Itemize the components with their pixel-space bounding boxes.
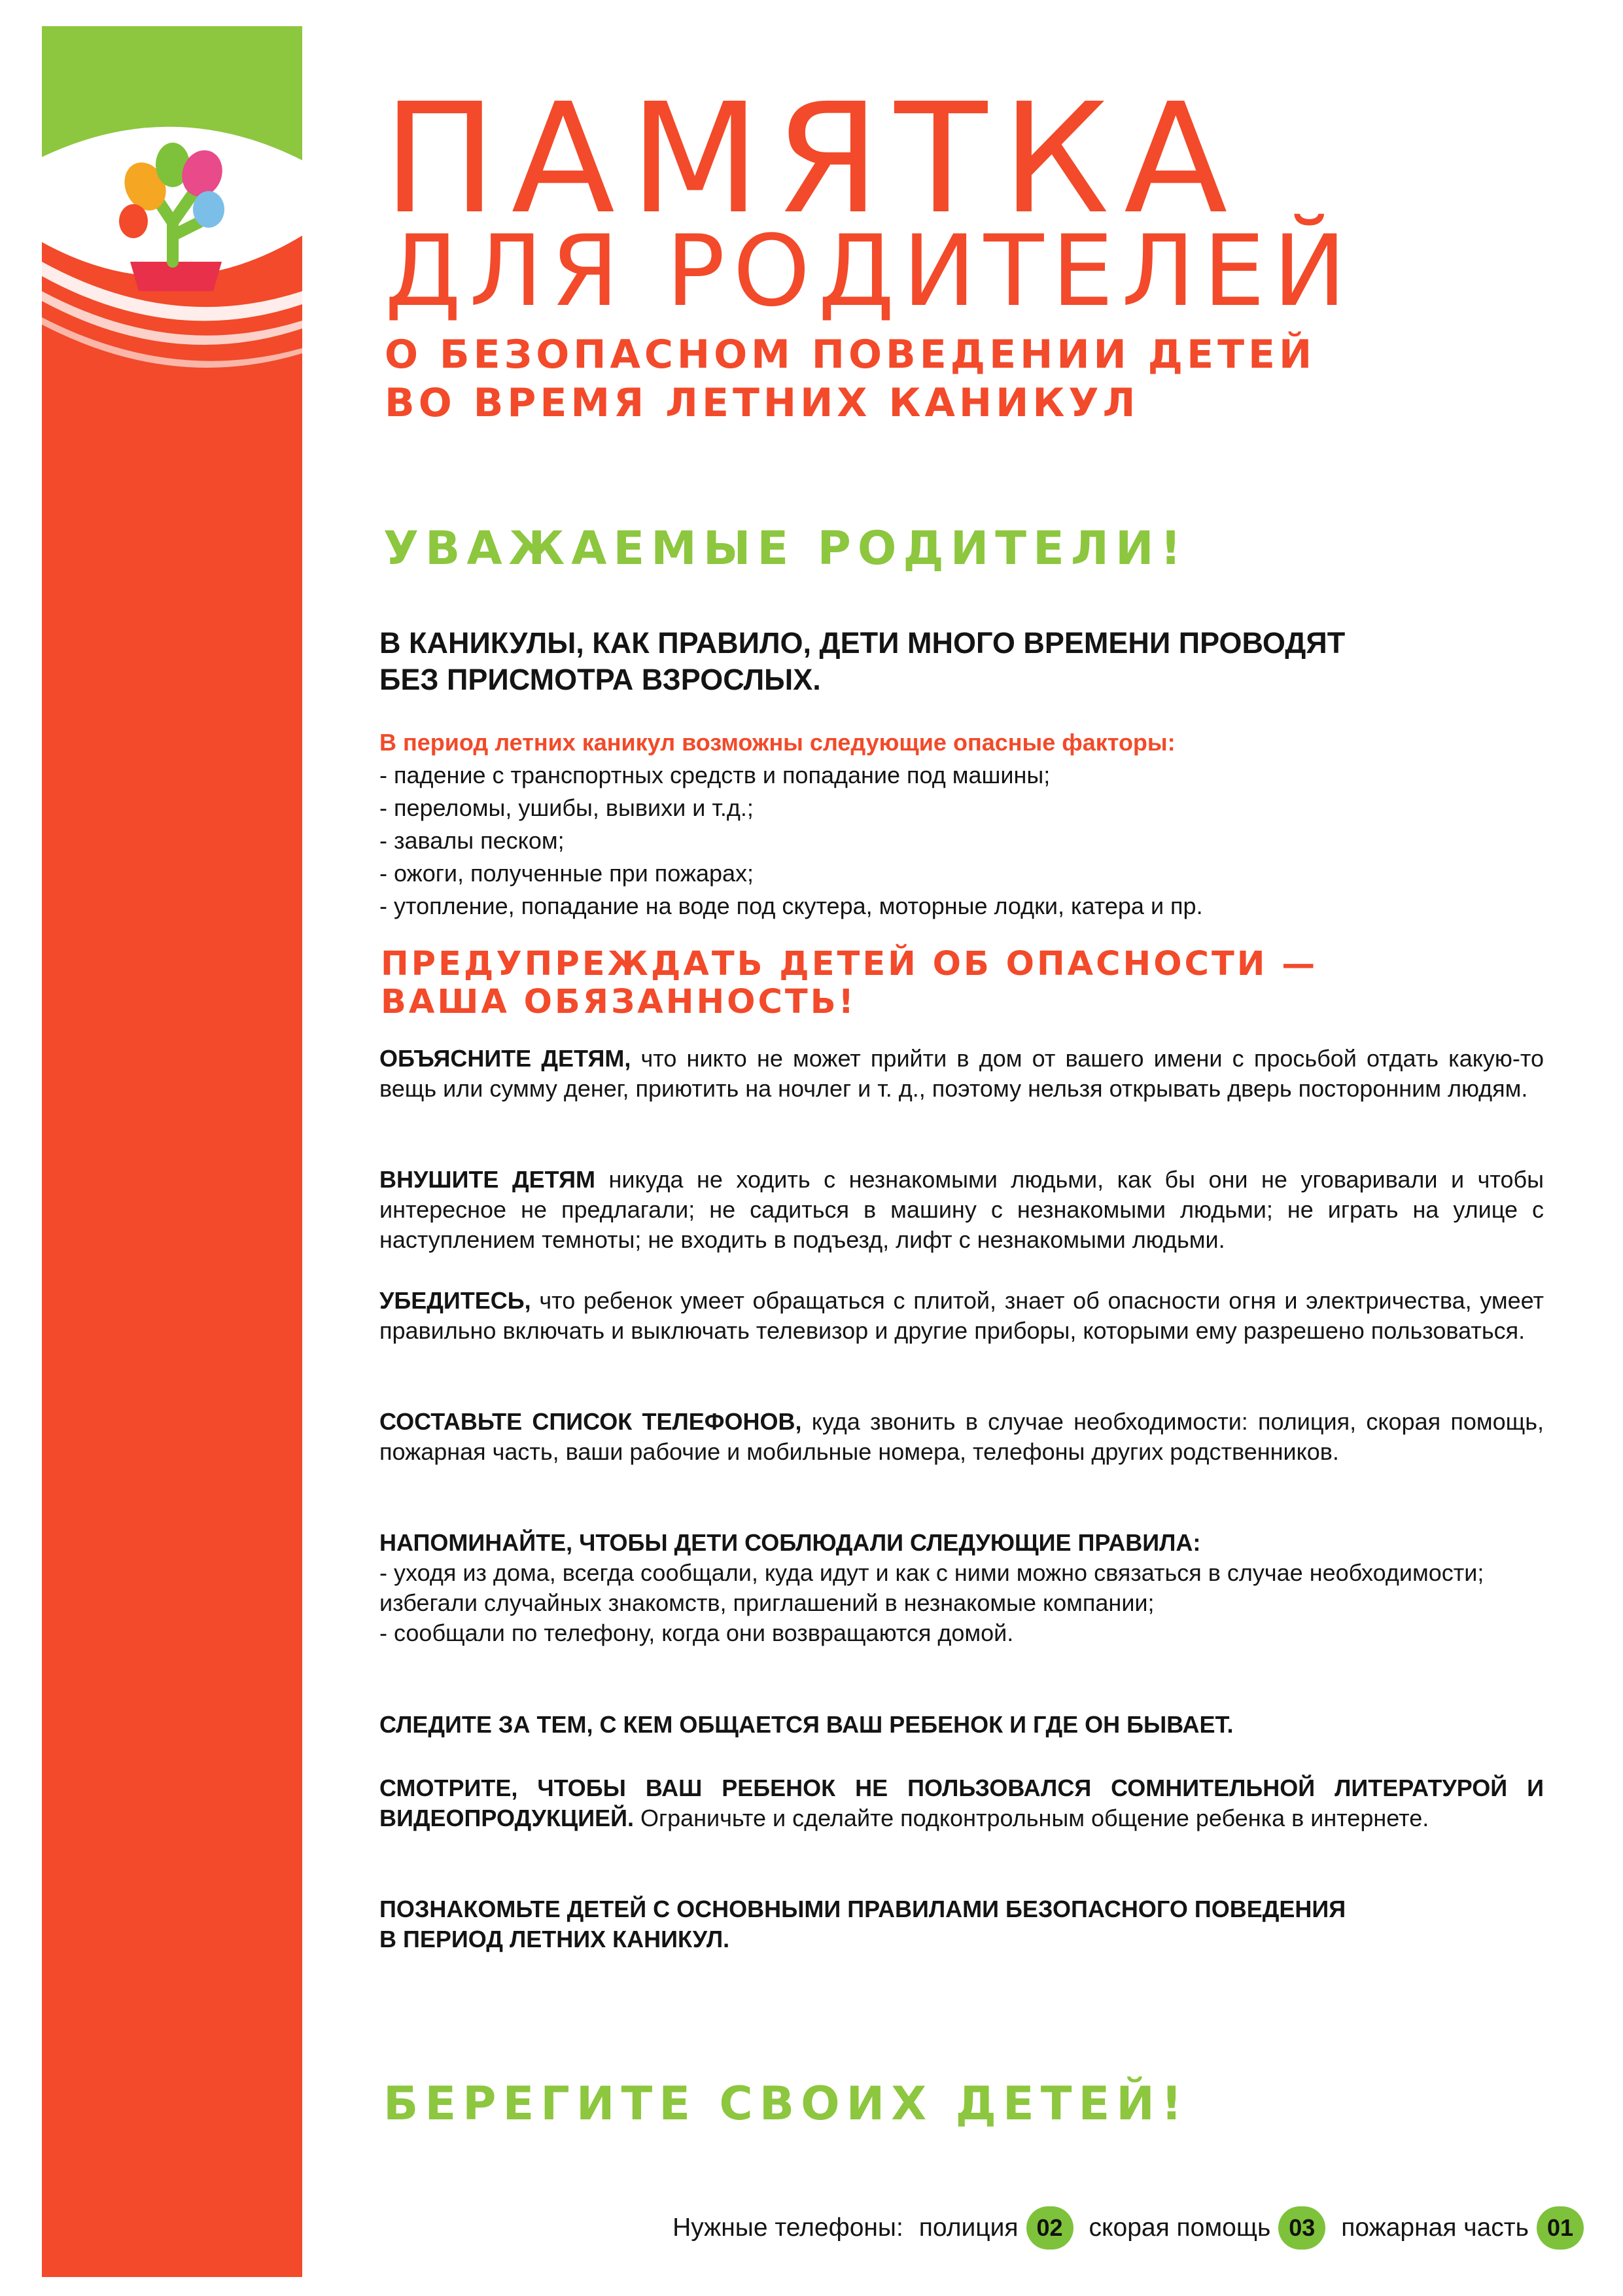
- paragraph-introduce-line-2: В ПЕРИОД ЛЕТНИХ КАНИКУЛ.: [379, 1926, 730, 1952]
- danger-factors: [379, 726, 1557, 923]
- phone-ambulance-number: 03: [1278, 2206, 1325, 2250]
- sidebar-band: [42, 26, 302, 2277]
- subtitle: [385, 330, 1562, 427]
- phone-fire: [1341, 2206, 1584, 2250]
- list-item: - ожоги, полученные при пожарах;: [379, 860, 754, 887]
- leaf-blue: [193, 191, 224, 228]
- list-item: - сообщали по телефону, когда они возвращаются домой.: [379, 1619, 1014, 1646]
- phones-label: Нужные телефоны:: [672, 2214, 903, 2242]
- phone-fire-number: 01: [1537, 2206, 1584, 2250]
- paragraph-introduce: [379, 1894, 1544, 1954]
- list-item: - утопление, попадание на воде под скутера, моторные лодки, катера и пр.: [379, 892, 1203, 919]
- rules-list: [379, 1558, 1557, 1648]
- phone-police-label: полиция: [918, 2214, 1019, 2242]
- factors-heading: В период летних каникул возможны следующие опасные факторы:: [379, 729, 1176, 756]
- phone-police: [919, 2206, 1073, 2250]
- paragraph-explain-bold: ОБЪЯСНИТЕ ДЕТЯМ,: [379, 1045, 631, 1072]
- warning-line-1: ПРЕДУПРЕЖДАТЬ ДЕТЕЙ ОБ ОПАСНОСТИ —: [381, 945, 1318, 983]
- paragraph-instill-text: никуда не ходить с незнакомыми людьми, как бы они не уговаривали и чтобы интересное не предлагали; не садиться в машину с незнакомыми людьми; не играть на улице с наступлением темноты; не входить в подъезд, лифт с незнакомыми людьми.: [379, 1166, 1544, 1253]
- paragraph-explain-text: что никто не может прийти в дом от вашего имени с просьбой отдать какую-то вещь или сумму денег, приютить на ночлег и т. д., поэтому нельзя открывать дверь посторонним людям.: [379, 1045, 1544, 1102]
- warning-line-2: ВАША ОБЯЗАННОСТЬ!: [381, 983, 856, 1021]
- paragraph-instill-bold: ВНУШИТЕ ДЕТЯМ: [379, 1166, 595, 1193]
- paragraph-media: [379, 1773, 1544, 1833]
- phone-fire-label: пожарная часть: [1341, 2214, 1529, 2242]
- paragraph-media-bold: СМОТРИТЕ, ЧТОБЫ ВАШ РЕБЕНОК НЕ ПОЛЬЗОВАЛСЯ СОМНИТЕЛЬНОЙ ЛИТЕРАТУРОЙ И ВИДЕОПРОДУКЦИЕЙ.: [379, 1775, 1544, 1831]
- paragraph-ensure-text: что ребенок умеет обращаться с плитой, знает об опасности огня и электричества, умеет правильно включать и выключать телевизор и другие приборы, которыми ему разрешено пользоваться.: [379, 1287, 1544, 1344]
- list-item: - падение с транспортных средств и попадание под машины;: [379, 762, 1051, 788]
- paragraph-media-text: Ограничьте и сделайте подконтрольным общение ребенка в интернете.: [634, 1805, 1429, 1831]
- paragraph-introduce-line-1: ПОЗНАКОМЬТЕ ДЕТЕЙ С ОСНОВНЫМИ ПРАВИЛАМИ БЕЗОПАСНОГО ПОВЕДЕНИЯ: [379, 1896, 1346, 1922]
- closing-heading: БЕРЕГИТЕ СВОИХ ДЕТЕЙ!: [383, 2077, 1189, 2130]
- factors-list: [379, 759, 1557, 923]
- list-item: - переломы, ушибы, вывихи и т.д.;: [379, 794, 754, 821]
- paragraph-phone-list-text: куда звонить в случае необходимости: полиция, скорая помощь, пожарная часть, ваши рабочие и мобильные номера, телефоны других родственников.: [379, 1408, 1544, 1465]
- rules-heading: НАПОМИНАЙТЕ, ЧТОБЫ ДЕТИ СОБЛЮДАЛИ СЛЕДУЮЩИЕ ПРАВИЛА:: [379, 1529, 1201, 1556]
- greeting-heading: УВАЖАЕМЫЕ РОДИТЕЛИ!: [383, 521, 1188, 575]
- phone-ambulance-label: скорая помощь: [1089, 2214, 1271, 2242]
- warning-heading: [381, 945, 1558, 1021]
- list-item: - уходя из дома, всегда сообщали, куда идут и как с ними можно связаться в случае необходимости;: [379, 1559, 1484, 1586]
- sidebar-graphic: [42, 26, 302, 2277]
- paragraph-ensure-bold: УБЕДИТЕСЬ,: [379, 1287, 531, 1314]
- leaf-red: [119, 204, 148, 238]
- paragraph-ensure: [379, 1286, 1544, 1346]
- rules-block: [379, 1528, 1557, 1648]
- lead-line-2: БЕЗ ПРИСМОТРА ВЗРОСЛЫХ.: [379, 663, 821, 696]
- lead-text: [379, 625, 1492, 698]
- phone-police-number: 02: [1026, 2206, 1073, 2250]
- title-line-2: ДЛЯ РОДИТЕЛЕЙ: [385, 215, 1354, 328]
- paragraph-watch-bold: СЛЕДИТЕ ЗА ТЕМ, С КЕМ ОБЩАЕТСЯ ВАШ РЕБЕНОК И ГДЕ ОН БЫВАЕТ.: [379, 1711, 1234, 1738]
- paragraph-phone-list: [379, 1407, 1544, 1467]
- paragraph-watch: [379, 1710, 1544, 1740]
- phone-ambulance: [1089, 2206, 1326, 2250]
- list-item: избегали случайных знакомств, приглашений в незнакомые компании;: [379, 1589, 1155, 1616]
- paragraph-instill: [379, 1165, 1544, 1255]
- subtitle-line-2: ВО ВРЕМЯ ЛЕТНИХ КАНИКУЛ: [385, 380, 1140, 426]
- paragraph-phone-list-bold: СОСТАВЬТЕ СПИСОК ТЕЛЕФОНОВ,: [379, 1408, 802, 1435]
- tree-with-hands-icon: [117, 143, 229, 291]
- lead-line-1: В КАНИКУЛЫ, КАК ПРАВИЛО, ДЕТИ МНОГО ВРЕМЕНИ ПРОВОДЯТ: [379, 626, 1346, 660]
- useful-phones: [672, 2205, 1584, 2251]
- list-item: - завалы песком;: [379, 827, 565, 854]
- title-line-1: ПАМЯТКА: [383, 71, 1242, 247]
- paragraph-explain: [379, 1044, 1544, 1104]
- subtitle-line-1: О БЕЗОПАСНОМ ПОВЕДЕНИИ ДЕТЕЙ: [385, 332, 1316, 378]
